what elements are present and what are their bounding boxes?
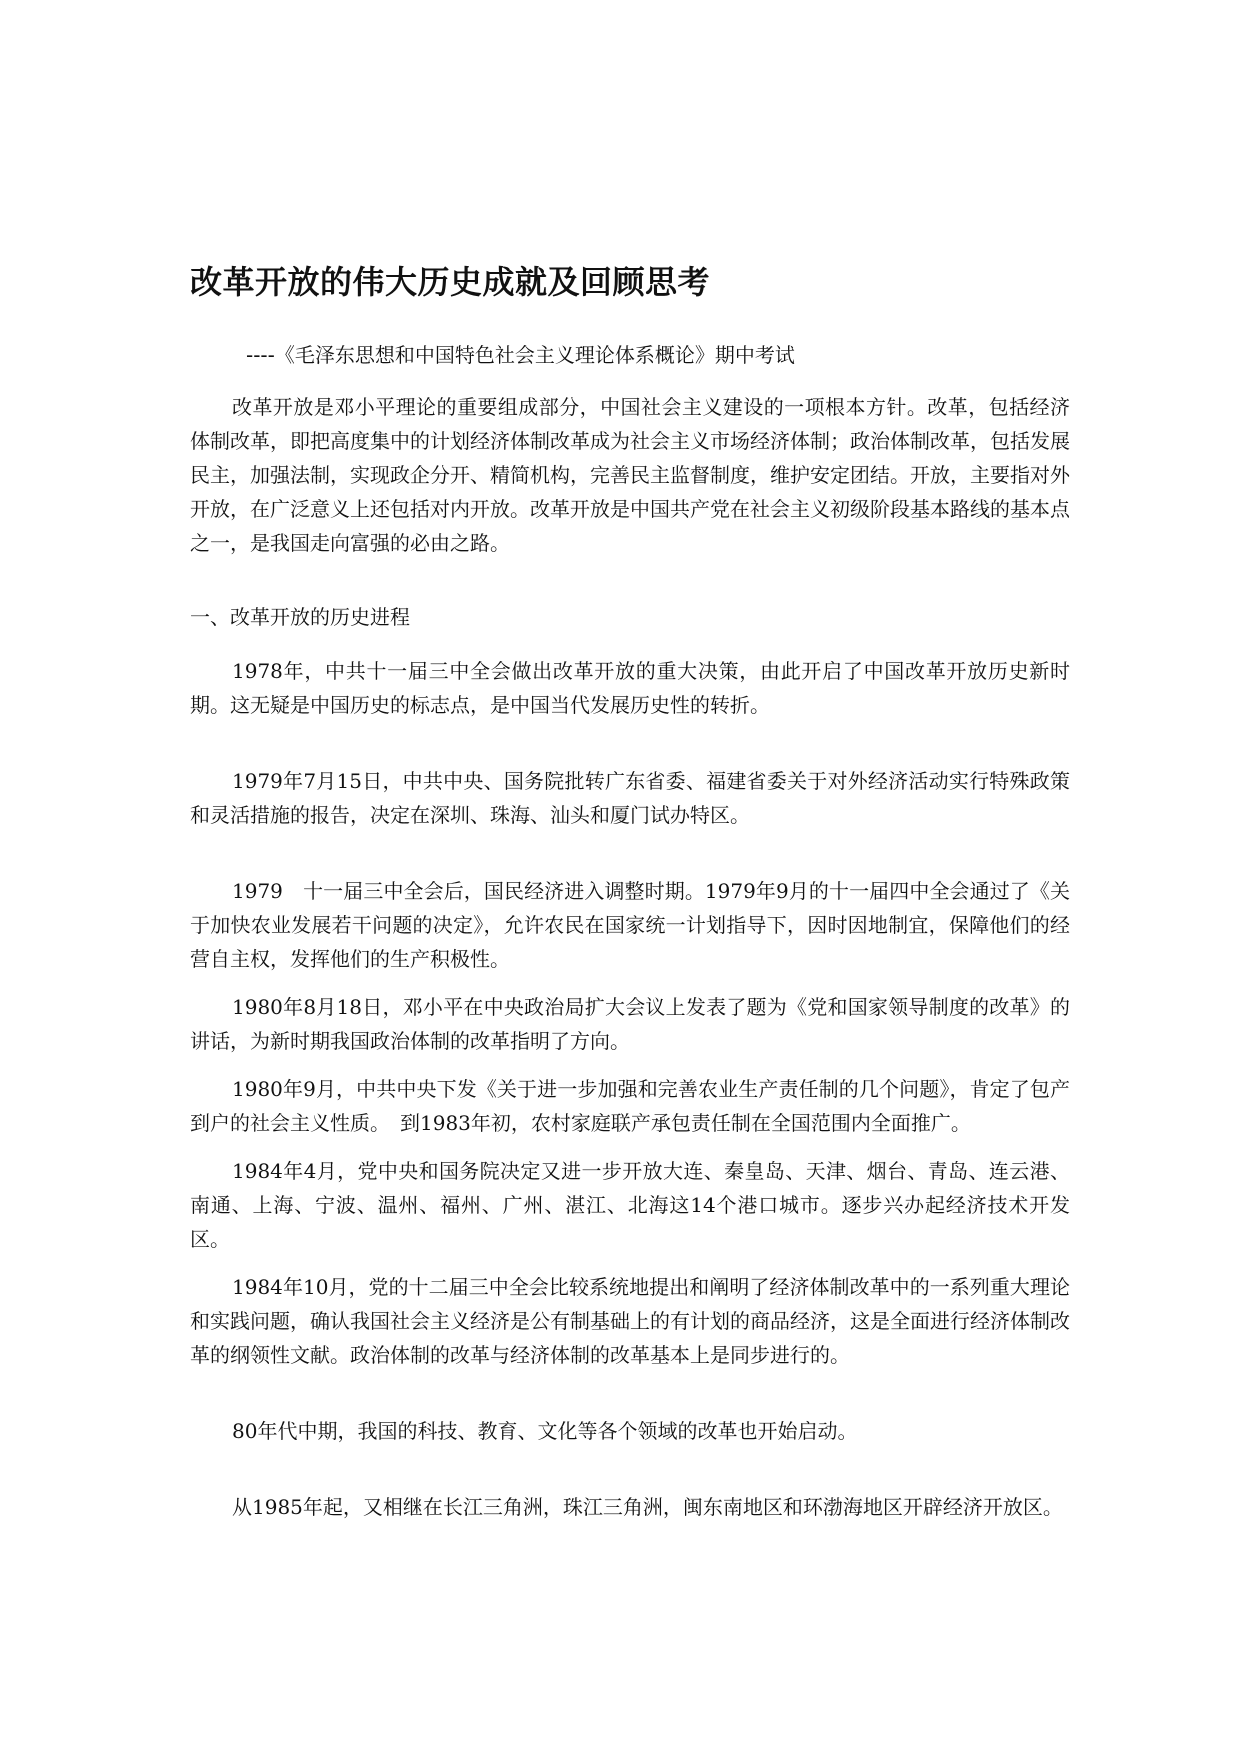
paragraph-1985: 从1985年起，又相继在长江三角洲，珠江三角洲，闽东南地区和环渤海地区开辟经济开放区。 (232, 1495, 1063, 1519)
document-page (190, 262, 1070, 1538)
paragraph-1980-september: 1980年9月，中共中央下发《关于进一步加强和完善农业生产责任制的几个问题》，肯定了包产到户的社会主义性质。 到1983年初，农村家庭联产承包责任制在全国范围内全面推广。 (190, 1077, 1070, 1135)
paragraph-1980-august: 1980年8月18日，邓小平在中央政治局扩大会议上发表了题为《党和国家领导制度的改革》的讲话，为新时期我国政治体制的改革指明了方向。 (190, 995, 1070, 1053)
document-subtitle: ----《毛泽东思想和中国特色社会主义理论体系概论》期中考试 (246, 343, 795, 367)
paragraph-1984-april: 1984年4月，党中央和国务院决定又进一步开放大连、秦皇岛、天津、烟台、青岛、连云港、南通、上海、宁波、温州、福州、广州、湛江、北海这14个港口城市。逐步兴办起经济技术开发区。 (190, 1159, 1070, 1251)
section-heading: 一、改革开放的历史进程 (190, 605, 410, 629)
intro-paragraph: 改革开放是邓小平理论的重要组成部分，中国社会主义建设的一项根本方针。改革，包括经济体制改革，即把高度集中的计划经济体制改革成为社会主义市场经济体制；政治体制改革，包括发展民主，加强法制，实现政企分开、精简机构，完善民主监督制度，维护安定团结。开放，主要指对外开放，在广泛意义上还包括对内开放。改革开放是中国共产党在社会主义初级阶段基本路线的基本点之一，是我国走向富强的必由之路。 (190, 395, 1070, 555)
paragraph-1978: 1978年，中共十一届三中全会做出改革开放的重大决策，由此开启了中国改革开放历史新时期。这无疑是中国历史的标志点，是中国当代发展历史性的转折。 (190, 659, 1070, 717)
paragraph-80s: 80年代中期，我国的科技、教育、文化等各个领域的改革也开始启动。 (232, 1419, 858, 1443)
document-title: 改革开放的伟大历史成就及回顾思考 (190, 263, 711, 301)
paragraph-1984-october: 1984年10月，党的十二届三中全会比较系统地提出和阐明了经济体制改革中的一系列重大理论和实践问题，确认我国社会主义经济是公有制基础上的有计划的商品经济，这是全面进行经济体制改革的纲领性文献。政治体制的改革与经济体制的改革基本上是同步进行的。 (190, 1275, 1070, 1367)
paragraph-1979-adjustment: 1979 十一届三中全会后，国民经济进入调整时期。1979年9月的十一届四中全会通过了《关于加快农业发展若干问题的决定》，允许农民在国家统一计划指导下，因时因地制宜，保障他们的经营自主权，发挥他们的生产积极性。 (190, 879, 1070, 971)
paragraph-1979-july: 1979年7月15日，中共中央、国务院批转广东省委、福建省委关于对外经济活动实行特殊政策和灵活措施的报告，决定在深圳、珠海、汕头和厦门试办特区。 (190, 769, 1070, 827)
